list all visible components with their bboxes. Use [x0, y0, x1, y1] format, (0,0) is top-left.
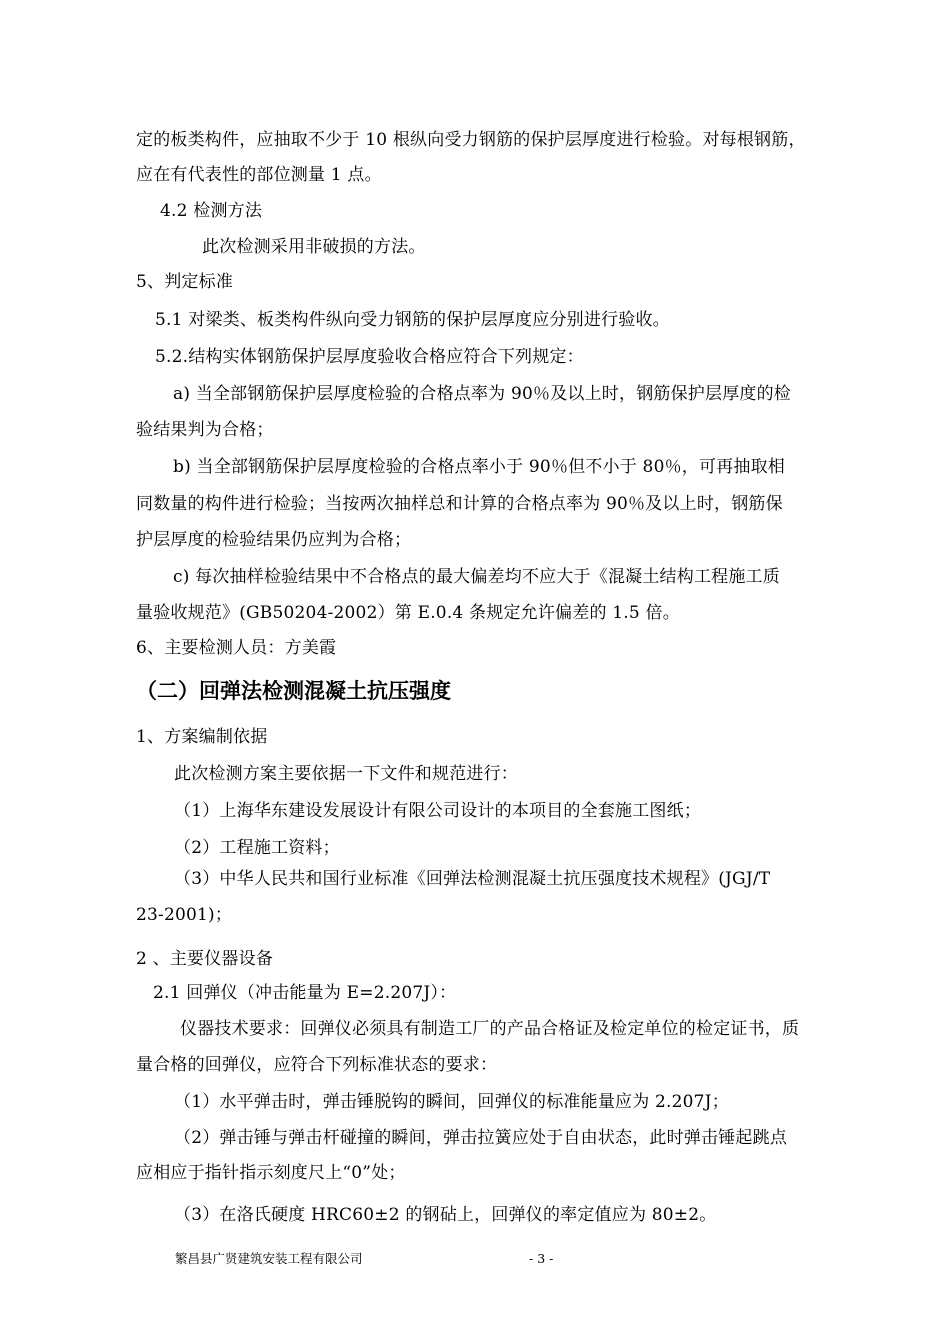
- section-title: 1、方案编制依据: [136, 727, 268, 747]
- section-title: 4.2 检测方法: [160, 201, 263, 221]
- paragraph-line: 护层厚度的检验结果仍应判为合格；: [136, 530, 412, 550]
- list-item: （1）上海华东建设发展设计有限公司设计的本项目的全套施工图纸；: [174, 801, 702, 821]
- paragraph-line: 6、主要检测人员：方美霞: [136, 638, 337, 658]
- paragraph-line: 5.2.结构实体钢筋保护层厚度验收合格应符合下列规定：: [155, 347, 584, 367]
- page-number: - 3 -: [529, 1251, 554, 1266]
- paragraph-line: 仪器技术要求：回弹仪必须具有制造工厂的产品合格证及检定单位的检定证书，质: [180, 1019, 800, 1039]
- list-item: （2）弹击锤与弹击杆碰撞的瞬间，弹击拉簧应处于自由状态，此时弹击锤起跳点: [174, 1128, 788, 1148]
- list-item: （1）水平弹击时，弹击锤脱钩的瞬间，回弹仪的标准能量应为 2.207J；: [174, 1092, 729, 1112]
- section-heading: （二）回弹法检测混凝土抗压强度: [136, 679, 451, 703]
- list-item: （3）中华人民共和国行业标准《回弹法检测混凝土抗压强度技术规程》(JGJ/T: [174, 869, 771, 889]
- footer-company: 繁昌县广贤建筑安装工程有限公司: [175, 1251, 363, 1266]
- list-item: （3）在洛氏硬度 HRC60±2 的钢砧上，回弹仪的率定值应为 80±2。: [174, 1205, 717, 1225]
- paragraph-line: a) 当全部钢筋保护层厚度检验的合格点率为 90％及以上时，钢筋保护层厚度的检: [173, 384, 792, 404]
- list-item: （2）工程施工资料；: [174, 838, 340, 858]
- list-item: 23-2001)；: [136, 905, 233, 925]
- section-title: 2.1 回弹仪（冲击能量为 E=2.207J）：: [153, 983, 457, 1003]
- paragraph-line: 此次检测采用非破损的方法。: [202, 237, 426, 257]
- paragraph-line: 量合格的回弹仪，应符合下列标准状态的要求：: [136, 1055, 498, 1075]
- paragraph-line: c) 每次抽样检验结果中不合格点的最大偏差均不应大于《混凝土结构工程施工质: [173, 567, 780, 587]
- paragraph-line: 此次检测方案主要依据一下文件和规范进行：: [174, 764, 518, 784]
- list-item: 应相应于指针指示刻度尺上“0”处；: [136, 1163, 406, 1183]
- section-title: 5、判定标准: [136, 272, 234, 292]
- paragraph-line: 定的板类构件，应抽取不少于 10 根纵向受力钢筋的保护层厚度进行检验。对每根钢筋，: [136, 130, 806, 150]
- paragraph-line: 量验收规范》(GB50204-2002）第 E.0.4 条规定允许偏差的 1.5 倍。: [136, 603, 680, 623]
- paragraph-line: 5.1 对梁类、板类构件纵向受力钢筋的保护层厚度应分别进行验收。: [155, 310, 670, 330]
- paragraph-line: b) 当全部钢筋保护层厚度检验的合格点率小于 90％但不小于 80％，可再抽取相: [173, 457, 785, 477]
- paragraph-line: 应在有代表性的部位测量 1 点。: [136, 165, 382, 185]
- paragraph-line: 验结果判为合格；: [136, 420, 274, 440]
- paragraph-line: 同数量的构件进行检验；当按两次抽样总和计算的合格点率为 90％及以上时，钢筋保: [136, 494, 783, 514]
- section-title: 2 、主要仪器设备: [136, 949, 274, 969]
